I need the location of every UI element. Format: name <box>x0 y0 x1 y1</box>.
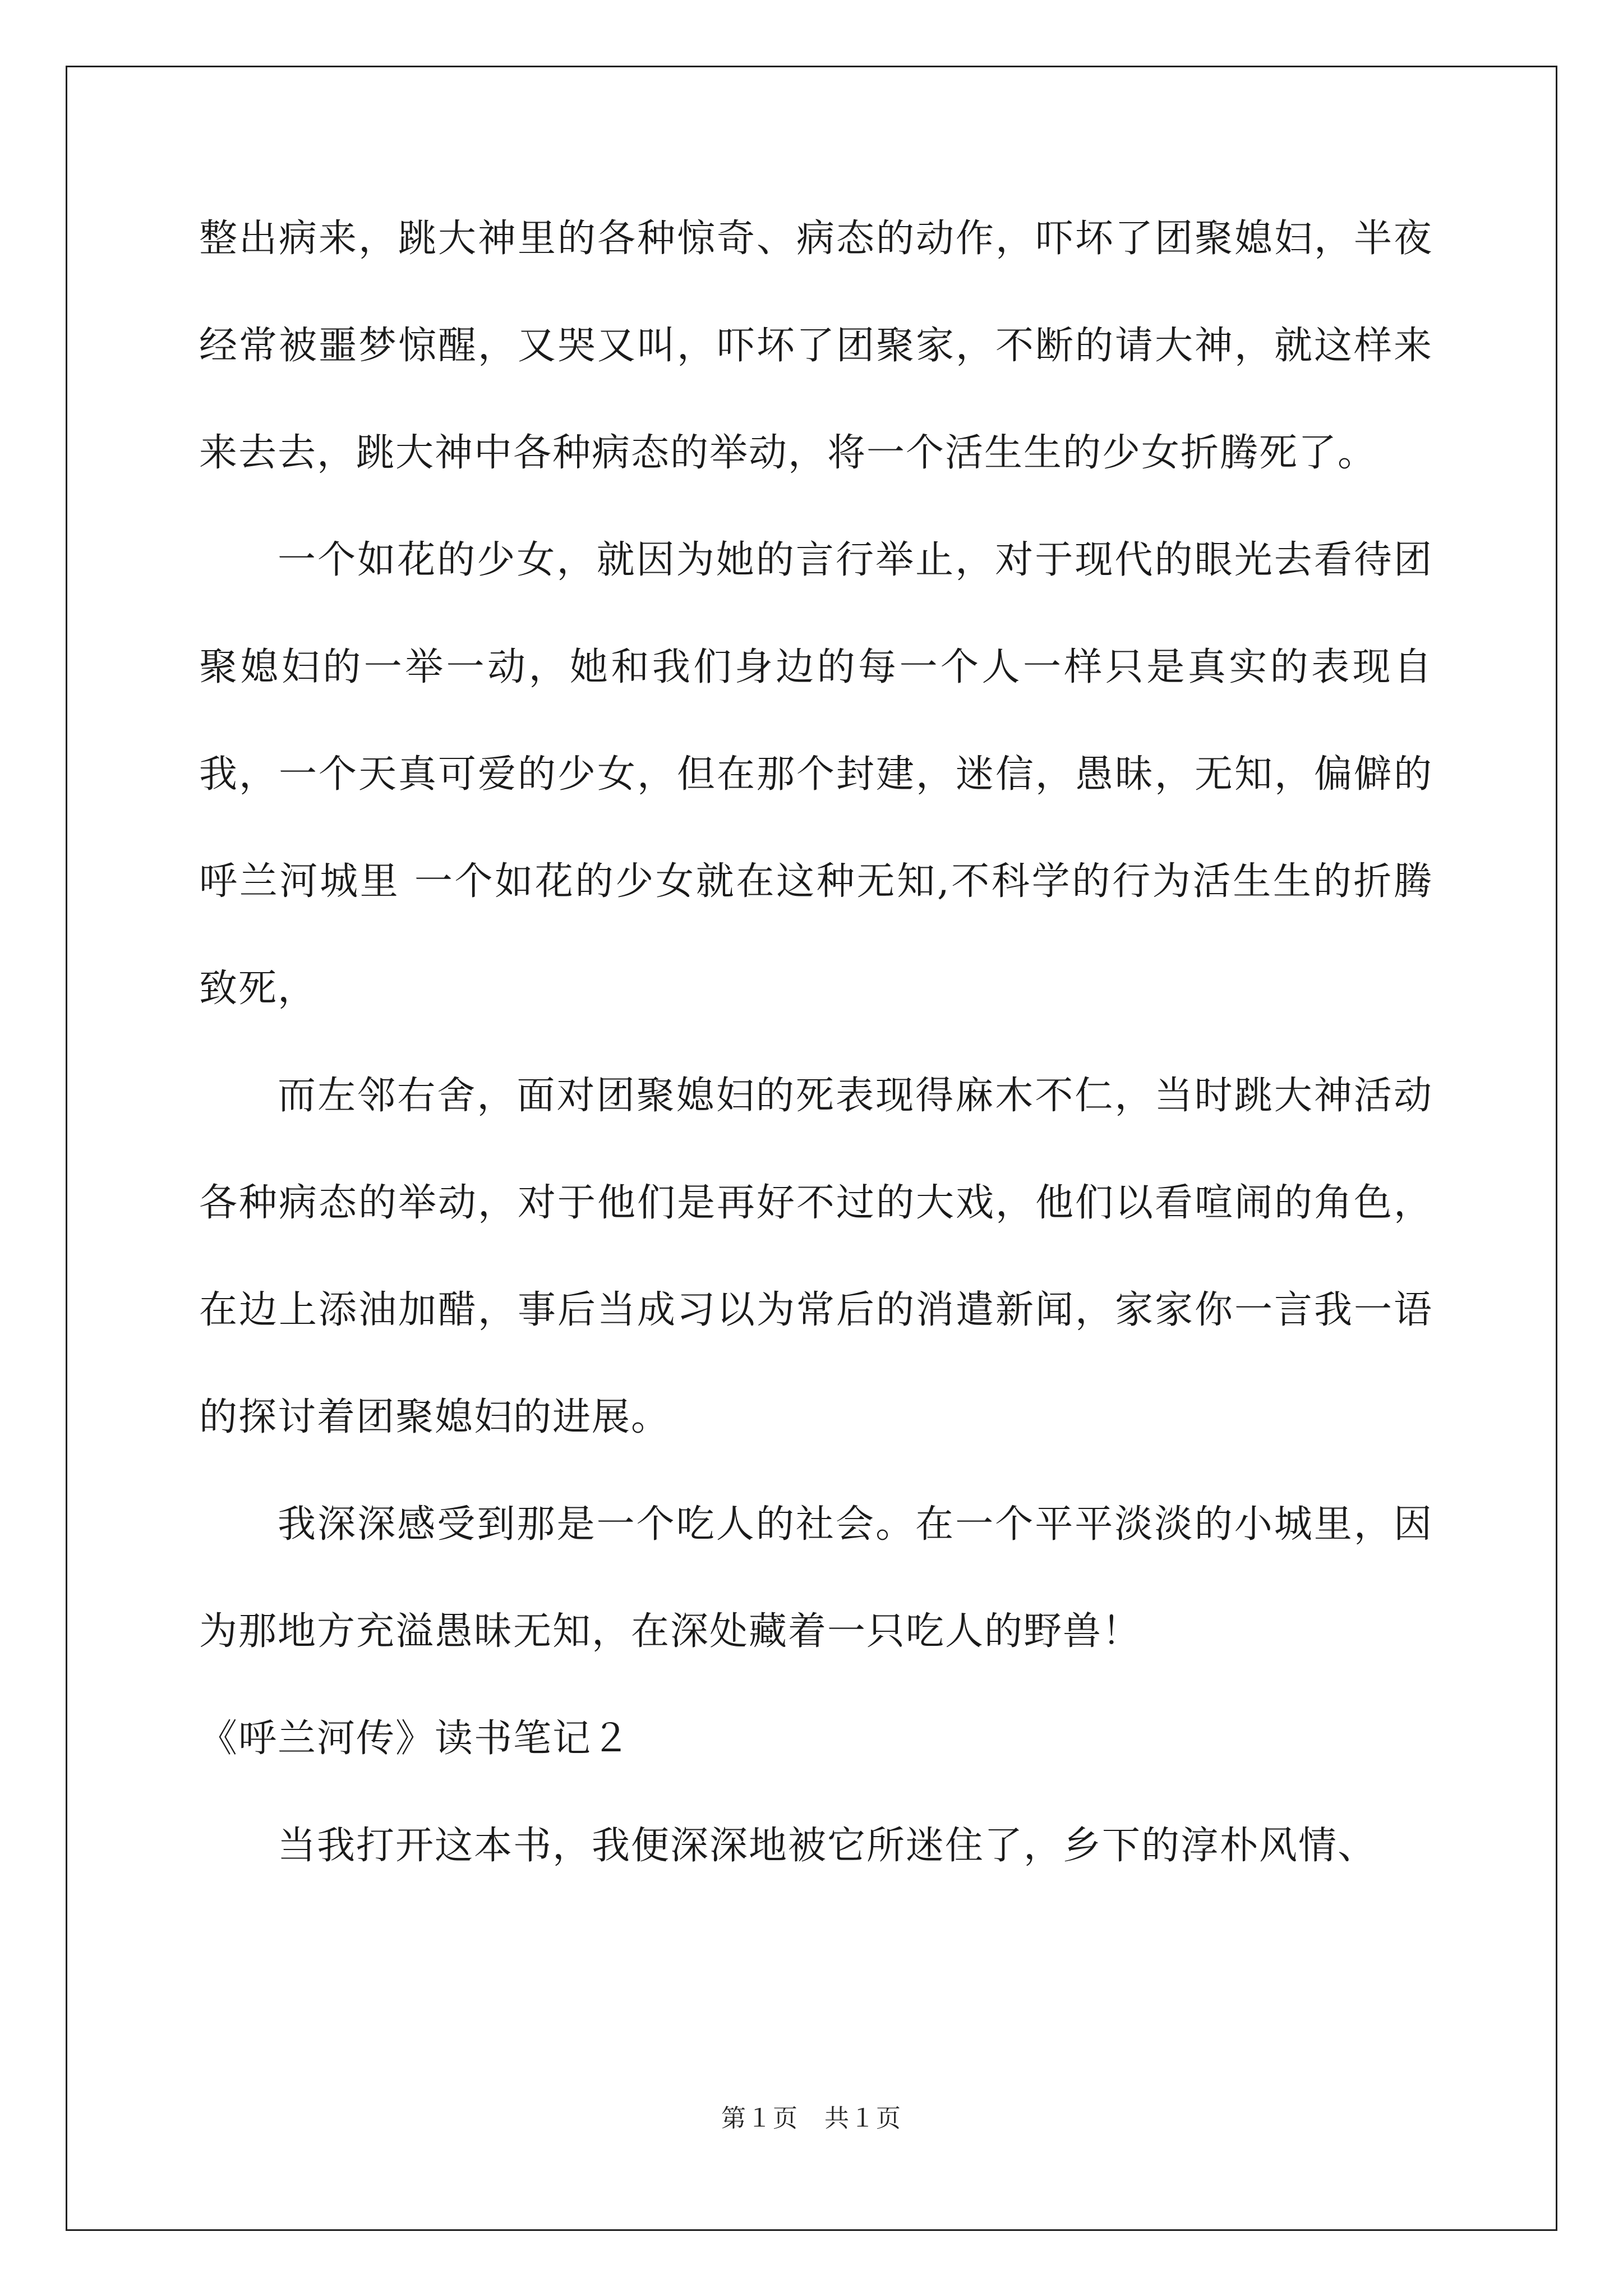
paragraph-3: 而左邻右舍，面对团聚媳妇的死表现得麻木不仁，当时跳大神活动各种病态的举动，对于他们是再好不过的大戏，他们以看喧闹的角色，在边上添油加醋，事后当成习以为常后的消遣新闻，家家你一言我一语的探讨着团聚媳妇的进展。 <box>199 1074 1433 1439</box>
paragraph-5: 当我打开这本书，我便深深地被它所迷住了，乡下的淳朴风情、 <box>278 1824 1377 1868</box>
document-body <box>199 185 1433 1899</box>
paragraph-4: 我深深感受到那是一个吃人的社会。在一个平平淡淡的小城里，因为那地方充溢愚昧无知，在深处藏着一只吃人的野兽！ <box>199 1502 1433 1654</box>
paragraph-1: 整出病来，跳大神里的各种惊奇、病态的动作，吓坏了团聚媳妇，半夜经常被噩梦惊醒，又哭又叫，吓坏了团聚家，不断的请大神，就这样来来去去，跳大神中各种病态的举动，将一个活生生的少女折腾死了。 <box>199 217 1433 475</box>
section-heading: 《呼兰河传》读书笔记２ <box>199 1717 631 1761</box>
page-footer: 第１页 共１页 <box>721 2104 902 2133</box>
paragraph-2: 一个如花的少女，就因为她的言行举止，对于现代的眼光去看待团聚媳妇的一举一动，她和我们身边的每一个人一样只是真实的表现自我，一个天真可爱的少女，但在那个封建，迷信，愚昧，无知，偏僻的呼兰河城里 一个如花的少女就在这种无知,不科学的行为活生生的折腾致死， <box>199 538 1433 1011</box>
